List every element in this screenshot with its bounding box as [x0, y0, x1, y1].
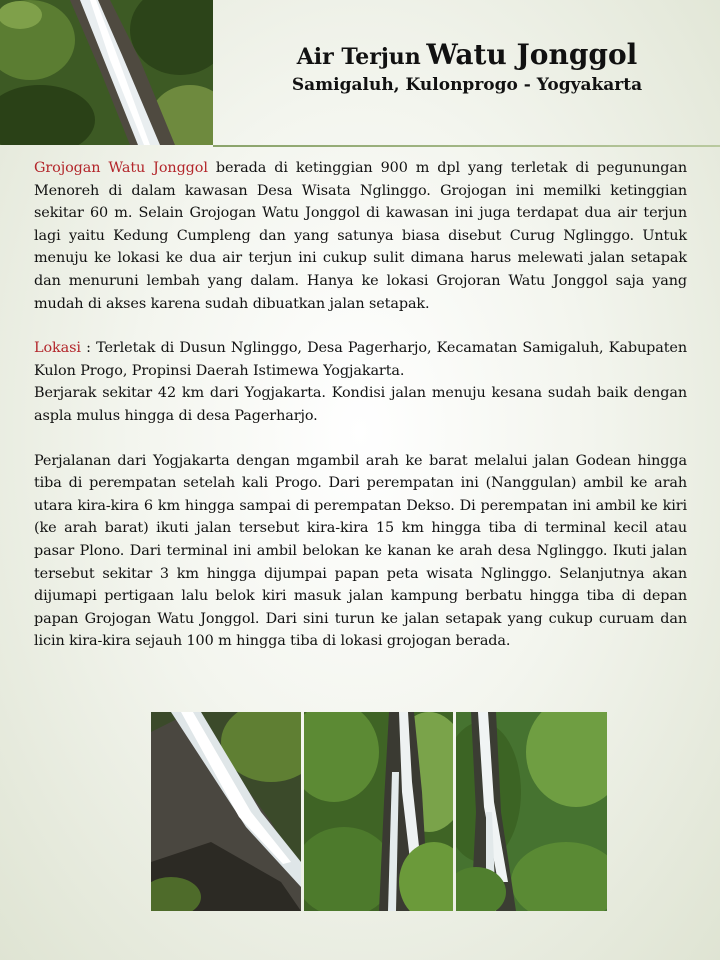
page-subtitle: Samigaluh, Kulonprogo - Yogyakarta [291, 75, 643, 95]
distance-paragraph: Berjarak sekitar 42 km dari Yogjakarta. Kondisi jalan menuju kesana sudah baik dengan aspla mulus hingga di desa Pagerharjo. [34, 385, 687, 424]
location-paragraph [34, 337, 687, 382]
intro-highlight: Grojogan Watu Jonggol [34, 160, 208, 176]
waterfall-photo-1 [151, 712, 301, 911]
photo-strip [151, 712, 607, 911]
intro-paragraph [34, 157, 687, 315]
page-title [232, 38, 702, 71]
title-block [232, 38, 702, 95]
intro-text: berada di ketinggian 900 m dpl yang terletak di pegunungan Menoreh di dalam kawasan Desa Wisata Nglinggo. Grojogan ini memilki ketinggian sekitar 60 m. Selain Grojogan Watu Jonggol di kawasan ini juga terdapat dua air terjun lagi yaitu Kedung Cumpleng dan yang satunya biasa disebut Curug Nglinggo. Untuk menuju ke lokasi ke dua air terjun ini cukup sulit dimana harus melewati jalan setapak dan menuruni lembah yang dalam. Hanya ke lokasi Grojoran Watu Jonggol saja yang mudah di akses karena sudah dibuatkan jalan setapak. [34, 160, 688, 312]
title-part-2: Watu Jonggol [426, 38, 638, 71]
title-part-1: Air Terjun [296, 44, 421, 70]
header-divider [213, 145, 720, 147]
location-label: Lokasi [34, 340, 81, 357]
article-body [34, 157, 687, 675]
header-waterfall-photo [0, 0, 213, 145]
location-text: : Terletak di Dusun Nglinggo, Desa Pagerharjo, Kecamatan Samigaluh, Kabupaten Kulon Progo, Propinsi Daerah Istimewa Yogjakarta. [34, 340, 687, 379]
waterfall-photo-2 [304, 712, 453, 911]
waterfall-photo-3 [456, 712, 607, 911]
directions-paragraph: Perjalanan dari Yogjakarta dengan mgambil arah ke barat melalui jalan Godean hingga tiba di perempatan setelah kali Progo. Dari perempatan ini (Nanggulan) ambil ke arah utara kira-kira 6 km hingga sampai di perempatan Dekso. Di perempatan ini ambil ke kiri (ke arah barat) ikuti jalan tersebut kira-kira 15 km hingga tiba di terminal kecil atau pasar Plono. Dari terminal ini ambil belokan ke kanan ke arah desa Nglinggo. Ikuti jalan tersebut sekitar 3 km hingga dijumpai papan peta wisata Nglinggo. Selanjutnya akan dijumapi pertigaan lalu belok kiri masuk jalan kampung berbatu hingga tiba di depan papan Grojogan Watu Jonggol. Dari sini turun ke jalan setapak yang cukup curuam dan licin kira-kira sejauh 100 m hingga tiba di lokasi grojogan berada. [34, 452, 687, 650]
